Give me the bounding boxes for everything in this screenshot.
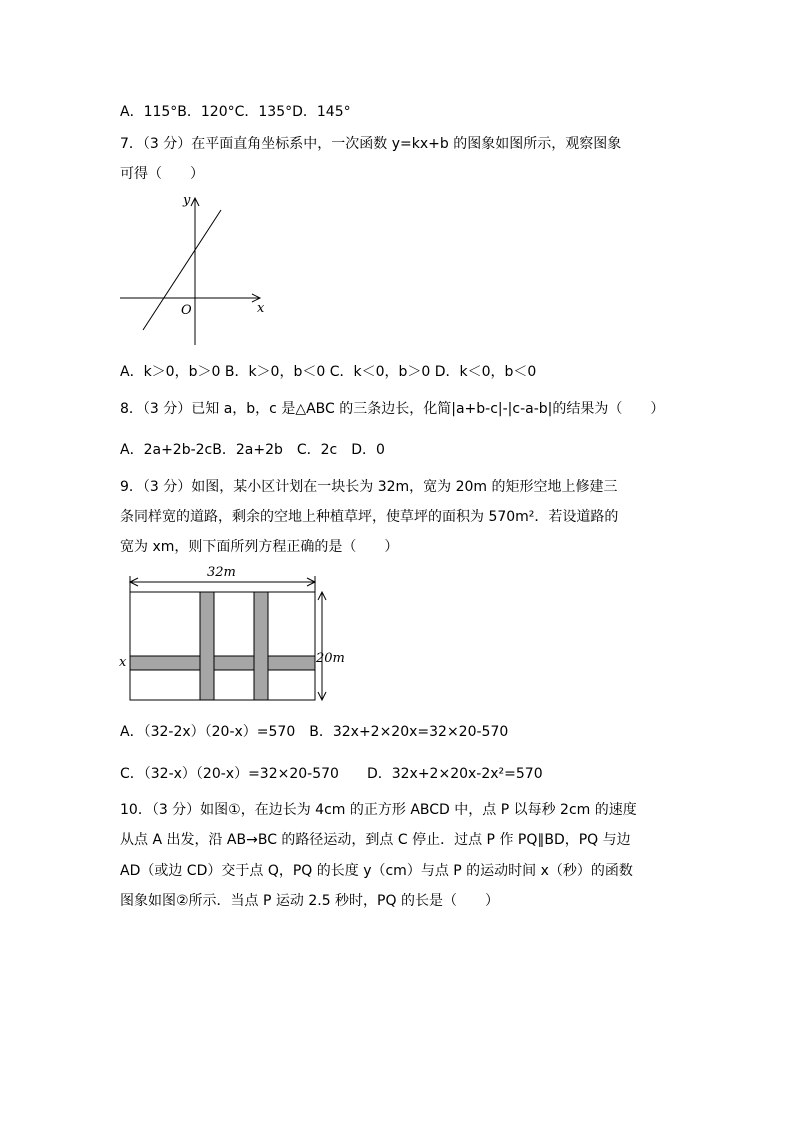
q10-stem-line4: 图象如图②所示．当点 P 运动 2.5 秒时，PQ 的长是（ ） [120,893,499,909]
q9-width-label: 20m [316,651,345,666]
q9-options-row2: C．（32-x）（20-x）=32×20-570 D．32x+2×20x-2x²=570 [120,766,543,782]
q9-stem-line1: 9．（3 分）如图，某小区计划在一块长为 32m，宽为 20m 的矩形空地上修建三 [120,479,618,495]
q8-stem: 8．（3 分）已知 a，b，c 是△ABC 的三条边长，化简|a+b-c|-|c-a-b|的结果为（ ） [120,401,665,417]
q7-origin-label: O [181,303,192,318]
q9-length-label: 32m [207,565,236,580]
q9-x-label: x [119,655,127,670]
q7-y-axis-label: y [183,193,191,208]
q7-options: A．k＞0，b＞0 B．k＞0，b＜0 C．k＜0，b＞0 D．k＜0，b＜0 [120,364,537,380]
q7-stem-line2: 可得（ ） [120,166,204,182]
q10-stem-line1: 10．（3 分）如图①，在边长为 4cm 的正方形 ABCD 中，点 P 以每秒 2cm 的速度 [120,802,637,818]
q9-vertical-road-left [200,592,214,700]
q9-vertical-road-right [254,592,268,700]
q8-options: A．2a+2b-2cB．2a+2b C．2c D．0 [120,442,385,458]
q9-stem-line2: 条同样宽的道路，剩余的空地上种植草坪，使草坪的面积为 570m²．若设道路的 [120,509,619,525]
q9-horizontal-road [130,656,315,670]
q7-linear-function-graph [115,190,275,350]
q9-rectangle-roads-figure [115,562,355,707]
q9-stem-line3: 宽为 xm，则下面所列方程正确的是（ ） [120,539,399,555]
q6-options: A．115°B．120°C．135°D．145° [120,104,351,120]
q10-stem-line2: 从点 A 出发，沿 AB→BC 的路径运动，到点 C 停止．过点 P 作 PQ∥BD，PQ 与边 [120,832,631,848]
q10-stem-line3: AD（或边 CD）交于点 Q，PQ 的长度 y（cm）与点 P 的运动时间 x（秒）的函数 [120,863,633,879]
q9-options-row1: A．（32-2x）（20-x）=570 B．32x+2×20x=32×20-570 [120,724,509,740]
q7-x-axis-label: x [257,301,265,316]
q7-stem-line1: 7．（3 分）在平面直角坐标系中，一次函数 y=kx+b 的图象如图所示，观察图象 [120,136,622,152]
